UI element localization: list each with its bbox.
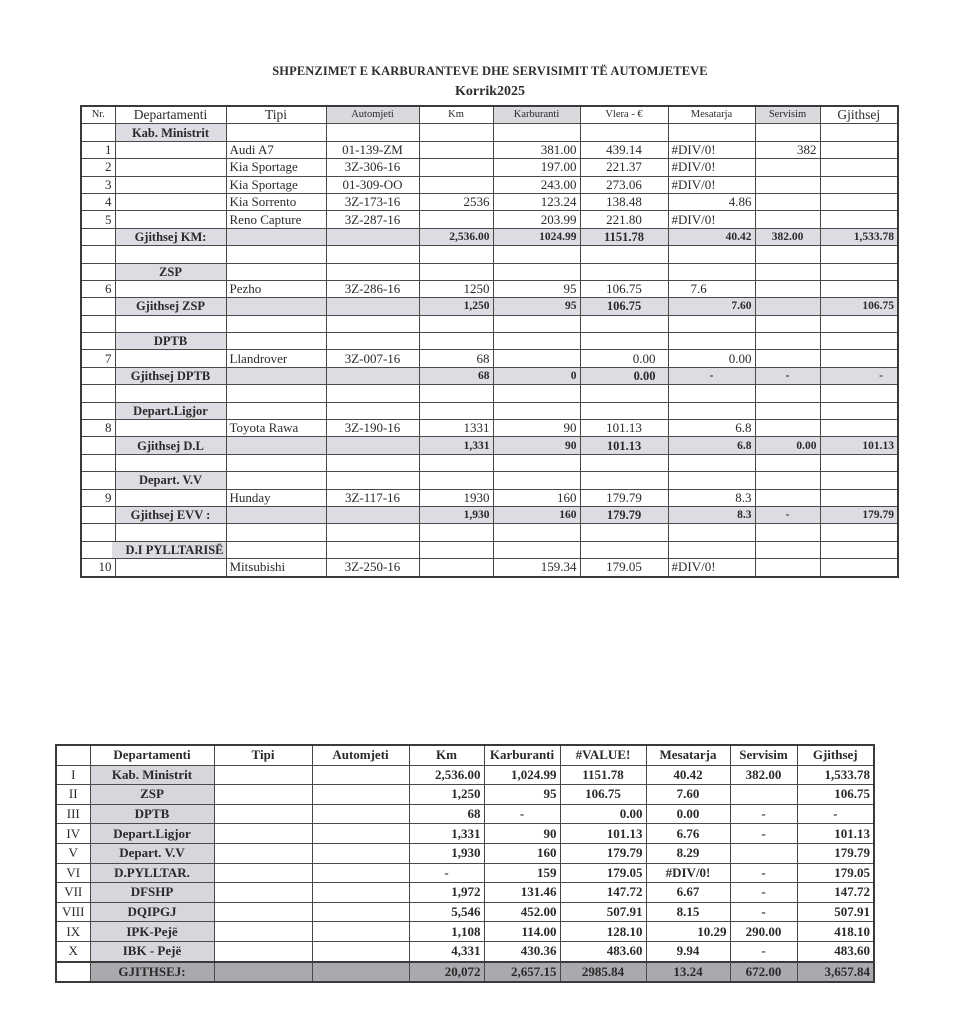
cell-nr: 6: [81, 280, 115, 297]
cell-karburanti: 95: [493, 280, 580, 297]
cell-km: [419, 141, 493, 158]
cell-km: 68: [409, 804, 484, 824]
header-karburanti: Karburanti: [493, 106, 580, 124]
cell-gjithsej: -: [797, 804, 874, 824]
table-row: [56, 765, 874, 785]
cell-tipi: Audi A7: [226, 141, 326, 158]
cell-karburanti: 90: [493, 420, 580, 437]
cell-mesatarja: #DIV/0!: [668, 141, 755, 158]
cell-km: [419, 159, 493, 176]
cell-km: 1,250: [409, 785, 484, 805]
table-row: [56, 785, 874, 805]
total-karburanti: 2,657.15: [484, 962, 560, 983]
cell-automjeti: 01-139-ZM: [326, 141, 419, 158]
cell-gjithsej: [820, 420, 898, 437]
spacer-row: [81, 246, 898, 263]
subtotal-mesatarja: 6.8: [668, 437, 755, 454]
header-servisim: Servisim: [755, 106, 820, 124]
cell-gjithsej: 106.75: [797, 785, 874, 805]
cell-mesatarja: #DIV/0!: [668, 211, 755, 228]
cell-automjeti: 3Z-306-16: [326, 159, 419, 176]
cell-karburanti: 114.00: [484, 922, 560, 942]
header-departamenti: Departamenti: [115, 106, 226, 124]
cell-servisim: [755, 159, 820, 176]
subtotal-label: Gjithsej EVV :: [115, 506, 226, 523]
cell-gjithsej: [820, 193, 898, 210]
cell-karburanti: 1,024.99: [484, 765, 560, 785]
subtotal-km: 68: [419, 367, 493, 384]
cell-gjithsej: [820, 559, 898, 577]
summary-table: [55, 744, 875, 983]
cell-km: 5,546: [409, 902, 484, 922]
subtotal-mesatarja: -: [668, 367, 755, 384]
subtotal-vlera: 0.00: [580, 367, 668, 384]
subtotal-karburanti: 1024.99: [493, 228, 580, 245]
subtotal-label: Gjithsej ZSP: [115, 298, 226, 315]
cell-automjeti: 3Z-173-16: [326, 193, 419, 210]
total-km: 20,072: [409, 962, 484, 983]
cell-servisim: -: [730, 863, 797, 883]
cell-vlera: 221.37: [580, 159, 668, 176]
subtotal-karburanti: 95: [493, 298, 580, 315]
cell-departamenti: DPTB: [90, 804, 214, 824]
total-vlera: 2985.84: [560, 962, 646, 983]
subtotal-gjithsej: 101.13: [820, 437, 898, 454]
cell-vlera: 179.79: [580, 489, 668, 506]
header-nr: [56, 745, 90, 765]
cell-karburanti: 95: [484, 785, 560, 805]
cell-karburanti: 160: [493, 489, 580, 506]
table-row: [56, 843, 874, 863]
header-row: [56, 745, 874, 765]
subtotal-mesatarja: 40.42: [668, 228, 755, 245]
cell-automjeti: 3Z-250-16: [326, 559, 419, 577]
subtotal-row: [81, 367, 898, 384]
table-row: [81, 420, 898, 437]
header-mesatarja: Mesatarja: [646, 745, 730, 765]
cell-departamenti: Kab. Ministrit: [90, 765, 214, 785]
cell-departamenti: IPK-Pejë: [90, 922, 214, 942]
department-label: Depart. V.V: [115, 472, 226, 489]
cell-km: 1,331: [409, 824, 484, 844]
header-servisim: Servisim: [730, 745, 797, 765]
subtotal-servisim: 0.00: [755, 437, 820, 454]
cell-nr: IX: [56, 922, 90, 942]
cell-automjeti: 3Z-190-16: [326, 420, 419, 437]
cell-km: [419, 211, 493, 228]
spacer-row: [81, 315, 898, 332]
cell-nr: III: [56, 804, 90, 824]
subtotal-vlera: 1151.78: [580, 228, 668, 245]
cell-automjeti: 3Z-007-16: [326, 350, 419, 367]
cell-gjithsej: [820, 141, 898, 158]
total-label: GJITHSEJ:: [90, 962, 214, 983]
subtotal-row: [81, 437, 898, 454]
header-tipi: Tipi: [226, 106, 326, 124]
cell-servisim: [755, 280, 820, 297]
total-mesatarja: 13.24: [646, 962, 730, 983]
table-row: [81, 141, 898, 158]
cell-km: [419, 559, 493, 577]
cell-departamenti: IBK - Pejë: [90, 941, 214, 961]
table-row: [81, 159, 898, 176]
subtotal-gjithsej: 1,533.78: [820, 228, 898, 245]
department-label: ZSP: [115, 263, 226, 280]
header-km: Km: [419, 106, 493, 124]
cell-gjithsej: 179.05: [797, 863, 874, 883]
cell-nr: 3: [81, 176, 115, 193]
subtotal-km: 1,930: [419, 506, 493, 523]
subtotal-label: Gjithsej KM:: [115, 228, 226, 245]
cell-gjithsej: [820, 211, 898, 228]
cell-tipi: Kia Sorrento: [226, 193, 326, 210]
cell-km: 2,536.00: [409, 765, 484, 785]
cell-gjithsej: 418.10: [797, 922, 874, 942]
cell-nr: VI: [56, 863, 90, 883]
table-row: [81, 280, 898, 297]
cell-servisim: -: [730, 902, 797, 922]
cell-servisim: 382.00: [730, 765, 797, 785]
cell-vlera: 179.05: [580, 559, 668, 577]
cell-servisim: [730, 785, 797, 805]
cell-karburanti: 452.00: [484, 902, 560, 922]
section-header-row: [81, 333, 898, 350]
header-tipi: Tipi: [214, 745, 312, 765]
cell-servisim: -: [730, 941, 797, 961]
department-label: Depart.Ligjor: [115, 402, 226, 419]
cell-mesatarja: 0.00: [646, 804, 730, 824]
cell-tipi: Toyota Rawa: [226, 420, 326, 437]
table-row: [56, 804, 874, 824]
subtotal-karburanti: 160: [493, 506, 580, 523]
cell-automjeti: 01-309-OO: [326, 176, 419, 193]
cell-karburanti: -: [484, 804, 560, 824]
document-title: SHPENZIMET E KARBURANTEVE DHE SERVISIMIT TË AUTOMJETEVE: [272, 64, 708, 78]
cell-vlera: 138.48: [580, 193, 668, 210]
section-header-row: [81, 472, 898, 489]
cell-tipi: Pezho: [226, 280, 326, 297]
cell-tipi: Hunday: [226, 489, 326, 506]
cell-km: -: [409, 863, 484, 883]
cell-nr: IV: [56, 824, 90, 844]
cell-servisim: 290.00: [730, 922, 797, 942]
cell-servisim: [755, 193, 820, 210]
total-gjithsej: 3,657.84: [797, 962, 874, 983]
cell-servisim: [730, 843, 797, 863]
department-label: Kab. Ministrit: [115, 124, 226, 141]
cell-nr: II: [56, 785, 90, 805]
cell-servisim: -: [730, 824, 797, 844]
section-header-row: [81, 263, 898, 280]
cell-nr: VIII: [56, 902, 90, 922]
cell-departamenti: DFSHP: [90, 883, 214, 903]
cell-servisim: [755, 211, 820, 228]
cell-mesatarja: 6.76: [646, 824, 730, 844]
header-mesatarja: Mesatarja: [668, 106, 755, 124]
cell-km: 1,972: [409, 883, 484, 903]
cell-karburanti: 160: [484, 843, 560, 863]
subtotal-row: [81, 298, 898, 315]
header-nr: Nr.: [81, 106, 115, 124]
cell-vlera: 1151.78: [560, 765, 646, 785]
spacer-row: [81, 385, 898, 402]
subtotal-vlera: 179.79: [580, 506, 668, 523]
document-subtitle: Korrik2025: [455, 84, 525, 99]
cell-mesatarja: 40.42: [646, 765, 730, 785]
subtotal-km: 2,536.00: [419, 228, 493, 245]
cell-servisim: 382: [755, 141, 820, 158]
cell-mesatarja: 8.29: [646, 843, 730, 863]
cell-mesatarja: 6.67: [646, 883, 730, 903]
cell-mesatarja: #DIV/0!: [646, 863, 730, 883]
subtotal-servisim: -: [755, 506, 820, 523]
cell-mesatarja: 4.86: [668, 193, 755, 210]
table-row: [56, 863, 874, 883]
subtotal-servisim: -: [755, 367, 820, 384]
cell-nr: X: [56, 941, 90, 961]
cell-gjithsej: [820, 350, 898, 367]
cell-vlera: 147.72: [560, 883, 646, 903]
spacer-row: [81, 454, 898, 471]
cell-nr: 7: [81, 350, 115, 367]
table-row: [81, 211, 898, 228]
cell-gjithsej: 507.91: [797, 902, 874, 922]
subtotal-km: 1,331: [419, 437, 493, 454]
cell-mesatarja: #DIV/0!: [668, 159, 755, 176]
cell-vlera: 106.75: [560, 785, 646, 805]
cell-mesatarja: #DIV/0!: [668, 559, 755, 577]
cell-gjithsej: 483.60: [797, 941, 874, 961]
table-row: [81, 350, 898, 367]
cell-nr: 10: [81, 559, 115, 577]
cell-departamenti: ZSP: [90, 785, 214, 805]
header-km: Km: [409, 745, 484, 765]
cell-karburanti: 243.00: [493, 176, 580, 193]
table-row: [56, 824, 874, 844]
cell-tipi: Llandrover: [226, 350, 326, 367]
cell-servisim: -: [730, 883, 797, 903]
subtotal-label: Gjithsej D.L: [115, 437, 226, 454]
cell-nr: VII: [56, 883, 90, 903]
cell-gjithsej: 147.72: [797, 883, 874, 903]
subtotal-karburanti: 0: [493, 367, 580, 384]
cell-mesatarja: 9.94: [646, 941, 730, 961]
cell-nr: 2: [81, 159, 115, 176]
cell-nr: 9: [81, 489, 115, 506]
section-header-row: [81, 124, 898, 141]
cell-nr: 5: [81, 211, 115, 228]
table-row: [81, 559, 898, 577]
cell-servisim: [755, 489, 820, 506]
cell-automjeti: 3Z-117-16: [326, 489, 419, 506]
header-automjeti: Automjeti: [326, 106, 419, 124]
cell-gjithsej: [820, 280, 898, 297]
cell-mesatarja: 7.60: [646, 785, 730, 805]
grand-total-row: [56, 962, 874, 983]
cell-vlera: 101.13: [580, 420, 668, 437]
cell-karburanti: 159: [484, 863, 560, 883]
cell-karburanti: 123.24: [493, 193, 580, 210]
cell-automjeti: 3Z-287-16: [326, 211, 419, 228]
cell-nr: I: [56, 765, 90, 785]
cell-karburanti: 381.00: [493, 141, 580, 158]
subtotal-gjithsej: 106.75: [820, 298, 898, 315]
cell-departamenti: Depart.Ligjor: [90, 824, 214, 844]
cell-departamenti: Depart. V.V: [90, 843, 214, 863]
subtotal-servisim: 382.00: [755, 228, 820, 245]
header-departamenti: Departamenti: [90, 745, 214, 765]
header-karburanti: Karburanti: [484, 745, 560, 765]
subtotal-mesatarja: 7.60: [668, 298, 755, 315]
cell-vlera: 0.00: [580, 350, 668, 367]
cell-vlera: 101.13: [560, 824, 646, 844]
cell-vlera: 439.14: [580, 141, 668, 158]
cell-nr: 4: [81, 193, 115, 210]
total-servisim: 672.00: [730, 962, 797, 983]
cell-servisim: [755, 420, 820, 437]
subtotal-servisim: [755, 298, 820, 315]
cell-mesatarja: 6.8: [668, 420, 755, 437]
cell-gjithsej: 1,533.78: [797, 765, 874, 785]
cell-km: 68: [419, 350, 493, 367]
subtotal-vlera: 101.13: [580, 437, 668, 454]
detail-table: [80, 105, 899, 578]
cell-vlera: 179.79: [560, 843, 646, 863]
subtotal-km: 1,250: [419, 298, 493, 315]
subtotal-row: [81, 228, 898, 245]
table-row: [56, 941, 874, 961]
cell-gjithsej: [820, 159, 898, 176]
header-automjeti: Automjeti: [312, 745, 409, 765]
subtotal-gjithsej: -: [820, 367, 898, 384]
cell-nr: V: [56, 843, 90, 863]
header-vlera: #VALUE!: [560, 745, 646, 765]
cell-tipi: Kia Sportage: [226, 159, 326, 176]
cell-mesatarja: 8.15: [646, 902, 730, 922]
spacer-row: [81, 524, 898, 541]
subtotal-gjithsej: 179.79: [820, 506, 898, 523]
cell-km: 1250: [419, 280, 493, 297]
cell-gjithsej: [820, 489, 898, 506]
cell-servisim: -: [730, 804, 797, 824]
cell-mesatarja: #DIV/0!: [668, 176, 755, 193]
table-row: [81, 193, 898, 210]
cell-mesatarja: 10.29: [646, 922, 730, 942]
cell-departamenti: D.PYLLTAR.: [90, 863, 214, 883]
cell-gjithsej: 101.13: [797, 824, 874, 844]
cell-tipi: Reno Capture: [226, 211, 326, 228]
cell-departamenti: DQIPGJ: [90, 902, 214, 922]
cell-km: 1331: [419, 420, 493, 437]
cell-vlera: 483.60: [560, 941, 646, 961]
department-label: DPTB: [115, 333, 226, 350]
cell-vlera: 179.05: [560, 863, 646, 883]
cell-gjithsej: 179.79: [797, 843, 874, 863]
header-gjithsej: Gjithsej: [797, 745, 874, 765]
table-row: [56, 902, 874, 922]
section-header-row: [81, 402, 898, 419]
cell-karburanti: 159.34: [493, 559, 580, 577]
cell-km: 1,930: [409, 843, 484, 863]
subtotal-row: [81, 506, 898, 523]
cell-vlera: 507.91: [560, 902, 646, 922]
subtotal-vlera: 106.75: [580, 298, 668, 315]
subtotal-karburanti: 90: [493, 437, 580, 454]
cell-nr: 1: [81, 141, 115, 158]
cell-gjithsej: [820, 176, 898, 193]
cell-servisim: [755, 176, 820, 193]
cell-vlera: 273.06: [580, 176, 668, 193]
cell-automjeti: 3Z-286-16: [326, 280, 419, 297]
cell-karburanti: 90: [484, 824, 560, 844]
cell-tipi: Kia Sportage: [226, 176, 326, 193]
table-row: [81, 489, 898, 506]
cell-km: 4,331: [409, 941, 484, 961]
cell-karburanti: 203.99: [493, 211, 580, 228]
header-vlera: Vlera - €: [580, 106, 668, 124]
cell-mesatarja: 8.3: [668, 489, 755, 506]
cell-mesatarja: 0.00: [668, 350, 755, 367]
header-gjithsej: Gjithsej: [820, 106, 898, 124]
department-label: D.I PYLLTARISË: [81, 541, 226, 558]
cell-nr: 8: [81, 420, 115, 437]
cell-karburanti: 131.46: [484, 883, 560, 903]
cell-servisim: [755, 559, 820, 577]
table-row: [56, 883, 874, 903]
subtotal-mesatarja: 8.3: [668, 506, 755, 523]
cell-karburanti: 430.36: [484, 941, 560, 961]
cell-km: 1,108: [409, 922, 484, 942]
cell-vlera: 0.00: [560, 804, 646, 824]
table-row: [56, 922, 874, 942]
cell-tipi: Mitsubishi: [226, 559, 326, 577]
table-row: [81, 176, 898, 193]
cell-km: 2536: [419, 193, 493, 210]
cell-servisim: [755, 350, 820, 367]
cell-km: [419, 176, 493, 193]
cell-vlera: 106.75: [580, 280, 668, 297]
cell-km: 1930: [419, 489, 493, 506]
cell-karburanti: 197.00: [493, 159, 580, 176]
subtotal-label: Gjithsej DPTB: [115, 367, 226, 384]
section-header-row: [81, 541, 898, 558]
cell-karburanti: [493, 350, 580, 367]
cell-vlera: 221.80: [580, 211, 668, 228]
cell-mesatarja: 7.6: [668, 280, 755, 297]
header-row: [81, 106, 898, 124]
cell-vlera: 128.10: [560, 922, 646, 942]
